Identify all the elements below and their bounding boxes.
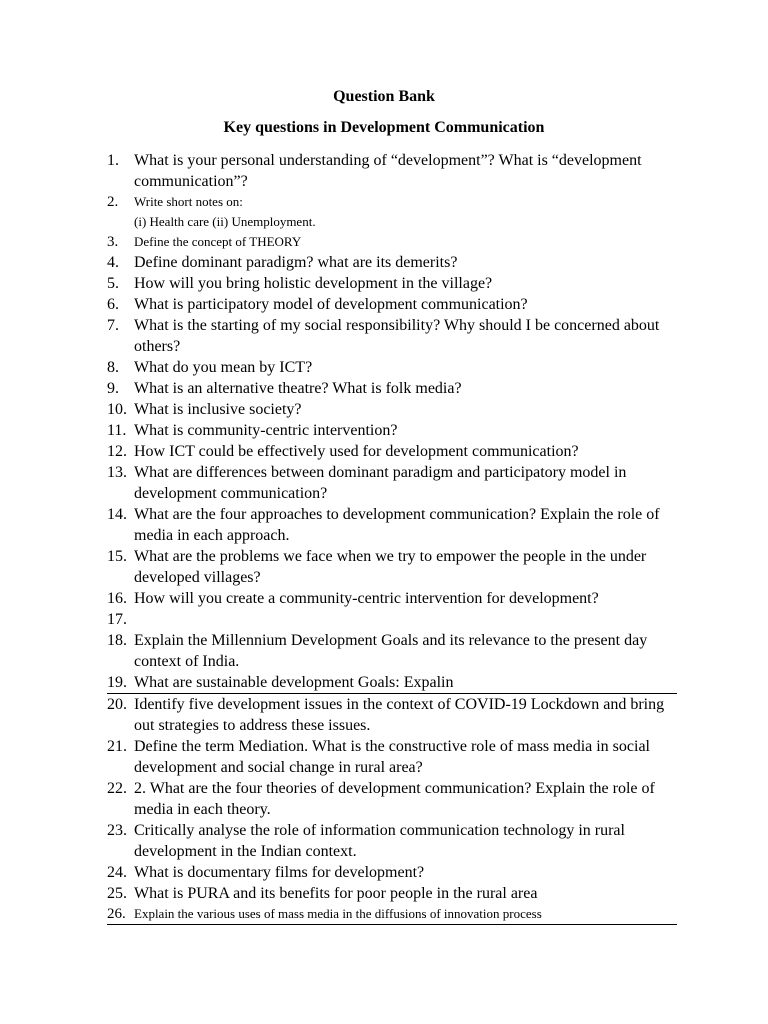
question-number: 19.	[107, 674, 127, 691]
question-item-26	[107, 904, 677, 925]
page-subtitle: Key questions in Development Communication	[223, 119, 545, 136]
question-item-15	[107, 546, 677, 588]
question-subtext: (i) Health care (ii) Unemployment.	[134, 214, 316, 229]
question-item-16	[107, 588, 677, 609]
question-number: 13.	[107, 464, 127, 481]
question-text: How will you create a community-centric intervention for development?	[134, 590, 599, 607]
question-number: 16.	[107, 590, 127, 607]
question-item-18	[107, 630, 677, 672]
question-text: What is documentary films for development?	[134, 864, 425, 881]
question-number: 9.	[107, 380, 119, 397]
question-number: 15.	[107, 548, 127, 565]
question-text: What is inclusive society?	[134, 401, 302, 418]
question-text: What is participatory model of development communication?	[134, 296, 528, 313]
question-text: How will you bring holistic development in the village?	[134, 275, 493, 292]
question-item-12	[107, 441, 677, 462]
question-text: Write short notes on:	[134, 194, 243, 209]
question-number: 20.	[107, 696, 127, 713]
question-text: What is an alternative theatre? What is folk media?	[134, 380, 462, 397]
question-text: What are differences between dominant paradigm and participatory model in development communication?	[134, 464, 627, 502]
question-number: 2.	[107, 194, 119, 210]
question-number: 3.	[107, 234, 119, 250]
question-text: Define the term Mediation. What is the constructive role of mass media in social development and social change in rural area?	[134, 738, 650, 776]
question-item-5	[107, 273, 677, 294]
question-text: Critically analyse the role of information communication technology in rural development in the Indian context.	[134, 822, 625, 860]
question-item-25	[107, 883, 677, 904]
question-item-19	[107, 672, 677, 694]
question-text: Explain the various uses of mass media in the diffusions of innovation process	[134, 906, 542, 921]
question-item-13	[107, 462, 677, 504]
question-item-14	[107, 504, 677, 546]
question-text: Identify five development issues in the context of COVID-19 Lockdown and bring out strategies to address these issues.	[134, 696, 665, 734]
question-number: 18.	[107, 632, 127, 649]
question-number: 7.	[107, 317, 119, 334]
question-item-3	[107, 232, 677, 252]
question-number: 5.	[107, 275, 119, 292]
question-number: 24.	[107, 864, 127, 881]
question-text: What do you mean by ICT?	[134, 359, 313, 376]
question-item-20	[107, 694, 677, 736]
question-item-24	[107, 862, 677, 883]
question-item-2	[107, 192, 677, 232]
question-text: Define dominant paradigm? what are its demerits?	[134, 254, 458, 271]
question-number: 4.	[107, 254, 119, 271]
question-number: 26.	[107, 906, 126, 922]
question-item-4	[107, 252, 677, 273]
question-number: 25.	[107, 885, 127, 902]
question-number: 22.	[107, 780, 127, 797]
question-item-9	[107, 378, 677, 399]
question-item-1	[107, 150, 677, 192]
question-number: 23.	[107, 822, 127, 839]
question-item-22	[107, 778, 677, 820]
question-number: 10.	[107, 401, 127, 418]
question-item-8	[107, 357, 677, 378]
question-number: 8.	[107, 359, 119, 376]
question-number: 17.	[107, 611, 127, 628]
question-number: 1.	[107, 152, 119, 169]
question-text: What are sustainable development Goals: Expalin	[134, 674, 454, 691]
question-text: What are the problems we face when we try to empower the people in the under developed villages?	[134, 548, 647, 586]
question-number: 11.	[107, 422, 127, 439]
question-text: How ICT could be effectively used for development communication?	[134, 443, 579, 460]
question-text: What is community-centric intervention?	[134, 422, 398, 439]
question-text: What are the four approaches to development communication? Explain the role of media in each approach.	[134, 506, 660, 544]
question-number: 6.	[107, 296, 119, 313]
question-text: What is your personal understanding of “development”? What is “development communication”?	[134, 152, 642, 190]
question-item-6	[107, 294, 677, 315]
question-text: Explain the Millennium Development Goals and its relevance to the present day context of India.	[134, 632, 648, 670]
question-item-23	[107, 820, 677, 862]
question-list	[107, 150, 677, 925]
question-number: 21.	[107, 738, 127, 755]
question-number: 12.	[107, 443, 127, 460]
question-text: 2. What are the four theories of development communication? Explain the role of media in each theory.	[134, 780, 655, 818]
question-text: What is the starting of my social responsibility? Why should I be concerned about others?	[134, 317, 660, 355]
question-item-17	[107, 609, 677, 630]
page-title: Question Bank	[333, 88, 435, 105]
question-item-10	[107, 399, 677, 420]
question-text: What is PURA and its benefits for poor people in the rural area	[134, 885, 538, 902]
question-text: Define the concept of THEORY	[134, 234, 302, 249]
question-number: 14.	[107, 506, 127, 523]
question-item-21	[107, 736, 677, 778]
question-item-11	[107, 420, 677, 441]
question-item-7	[107, 315, 677, 357]
